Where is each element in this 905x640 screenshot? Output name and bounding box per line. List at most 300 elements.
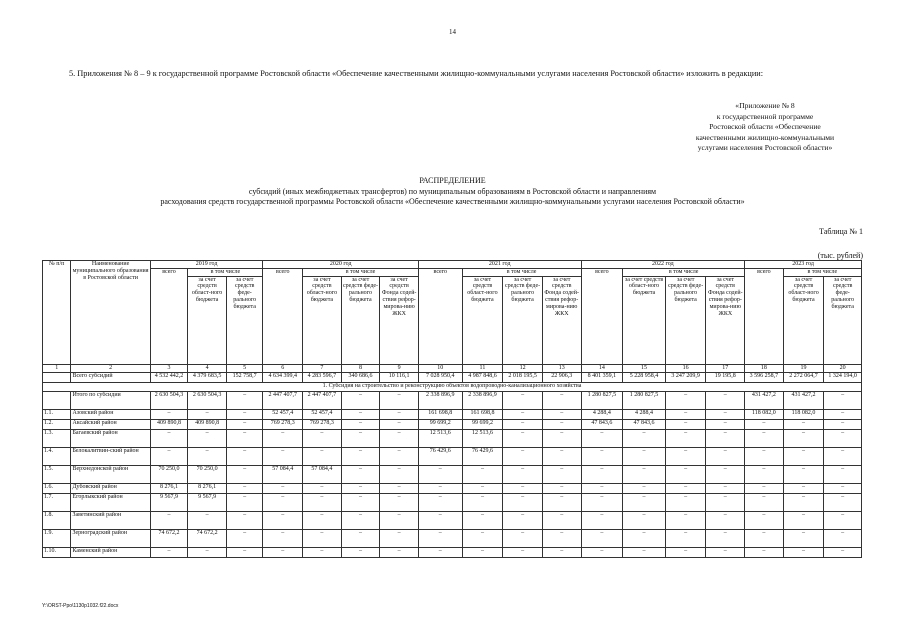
row-value: –: [824, 447, 862, 465]
row-value: –: [418, 547, 462, 557]
row-value: 118 082,0: [783, 409, 824, 419]
row-value: –: [542, 483, 581, 493]
row-value: –: [226, 429, 263, 447]
row-value: –: [226, 391, 263, 409]
table-row: [43, 372, 862, 382]
row-value: –: [150, 429, 188, 447]
row-value: –: [380, 483, 419, 493]
column-number: 4: [188, 364, 227, 372]
row-value: 70 250,0: [188, 465, 227, 483]
row-value: –: [341, 409, 380, 419]
row-value: 409 890,8: [150, 419, 188, 429]
row-value: 2 447 407,7: [263, 391, 303, 409]
row-value: 57 084,4: [303, 465, 342, 483]
row-value: –: [503, 429, 543, 447]
column-number: 7: [303, 364, 342, 372]
row-value: –: [623, 493, 666, 511]
row-value: 118 082,0: [745, 409, 784, 419]
column-number: 12: [503, 364, 543, 372]
row-name: Заветинский район: [71, 511, 150, 529]
row-value: –: [623, 483, 666, 493]
row-value: –: [303, 447, 342, 465]
row-value: –: [745, 419, 784, 429]
column-number: 20: [824, 364, 862, 372]
header-sub-fed: за счет средств феде-рального бюджета: [824, 276, 862, 364]
header-sub-obl: за счет средств област-ного бюджета: [623, 276, 666, 364]
row-value: –: [706, 429, 745, 447]
row-value: –: [303, 429, 342, 447]
row-value: –: [263, 493, 303, 511]
row-value: –: [745, 483, 784, 493]
row-value: –: [665, 465, 706, 483]
column-number: 19: [783, 364, 824, 372]
row-value: –: [542, 547, 581, 557]
row-value: 52 457,4: [263, 409, 303, 419]
row-value: 10 116,1: [380, 372, 419, 382]
table-row: [43, 419, 862, 429]
header-total: всего: [745, 268, 784, 364]
row-value: –: [150, 447, 188, 465]
row-value: –: [783, 447, 824, 465]
row-value: 2 630 504,3: [188, 391, 227, 409]
header-total: всего: [263, 268, 303, 364]
row-number: [43, 372, 71, 382]
row-value: –: [150, 547, 188, 557]
row-value: –: [824, 409, 862, 419]
heading-title: РАСПРЕДЕЛЕНИЕ: [419, 176, 486, 185]
table-row: [43, 465, 862, 483]
row-value: –: [542, 409, 581, 419]
row-value: –: [226, 547, 263, 557]
column-number: 16: [665, 364, 706, 372]
row-value: –: [824, 483, 862, 493]
row-value: –: [226, 511, 263, 529]
header-sub-obl: за счет средств област-ного бюджета: [462, 276, 503, 364]
row-value: –: [380, 547, 419, 557]
row-value: –: [303, 493, 342, 511]
row-value: 1 280 827,5: [623, 391, 666, 409]
column-number: 17: [706, 364, 745, 372]
row-value: –: [380, 429, 419, 447]
row-value: –: [418, 493, 462, 511]
header-sub-fed: за счет средств феде-рального бюджета: [226, 276, 263, 364]
row-value: 19 195,8: [706, 372, 745, 382]
header-sub-obl: за счет средств област-ного бюджета: [783, 276, 824, 364]
row-value: 76 429,6: [462, 447, 503, 465]
row-value: –: [226, 529, 263, 547]
file-path-footer: Y:\ORST-Ppo\1130p1032.f22.docx: [42, 603, 119, 609]
row-value: –: [581, 447, 623, 465]
units-label: (тыс. рублей): [817, 251, 863, 260]
row-value: –: [581, 465, 623, 483]
row-value: –: [303, 547, 342, 557]
row-value: –: [665, 547, 706, 557]
row-value: –: [581, 429, 623, 447]
row-name: Верхнедонской район: [71, 465, 150, 483]
appendix-line: к государственной программе: [716, 111, 814, 121]
row-value: –: [380, 465, 419, 483]
row-value: 161 698,8: [418, 409, 462, 419]
row-value: 5 228 958,4: [623, 372, 666, 382]
row-value: 74 672,2: [188, 529, 227, 547]
header-sub-fond: за счет средств Фонда содей-ствия рефор-мирова-нию ЖКХ: [542, 276, 581, 364]
heading-subtitle: субсидий (иных межбюджетных трансфертов) по муниципальным образованиям в Ростовской области и направлениям: [248, 186, 657, 196]
row-value: 4 987 848,6: [462, 372, 503, 382]
header-sub-fed: за счет средств феде-рального бюджета: [665, 276, 706, 364]
row-value: –: [341, 429, 380, 447]
row-value: –: [623, 529, 666, 547]
row-value: –: [665, 483, 706, 493]
row-number: [43, 391, 71, 409]
row-value: 99 699,2: [462, 419, 503, 429]
row-value: –: [263, 429, 303, 447]
row-name: Всего субсидий: [71, 372, 150, 382]
row-value: –: [581, 493, 623, 511]
header-sub-obl: за счет средств област-ного бюджета: [303, 276, 342, 364]
table-row: [43, 511, 862, 529]
column-number: 5: [226, 364, 263, 372]
row-value: 99 699,2: [418, 419, 462, 429]
row-value: 431 427,2: [745, 391, 784, 409]
row-value: 7 028 950,4: [418, 372, 462, 382]
row-value: –: [188, 511, 227, 529]
row-value: –: [745, 493, 784, 511]
row-value: –: [824, 547, 862, 557]
row-value: 2 272 064,7: [783, 372, 824, 382]
heading-subtitle: расходования средств государственной программы Ростовской области «Обеспечение качественными жилищно-коммунальными услугами населения Ростовской области»: [160, 197, 745, 206]
row-value: –: [462, 547, 503, 557]
row-value: –: [542, 429, 581, 447]
row-name: Багаевский район: [71, 429, 150, 447]
row-value: –: [226, 409, 263, 419]
row-value: –: [226, 483, 263, 493]
table-row: [43, 429, 862, 447]
row-number: 1.3.: [43, 429, 71, 447]
row-value: –: [783, 547, 824, 557]
header-year: 2022 год: [581, 261, 745, 269]
row-value: –: [503, 391, 543, 409]
column-number: 2: [71, 364, 150, 372]
row-value: –: [226, 419, 263, 429]
header-name: Наименование муниципального образования в Ростовской области: [71, 261, 150, 365]
row-value: –: [623, 465, 666, 483]
row-name: Каменский район: [71, 547, 150, 557]
header-sub-fond: за счет средств Фонда содей-ствия рефор-мирова-нию ЖКХ: [706, 276, 745, 364]
row-value: –: [665, 447, 706, 465]
row-value: 4 532 442,2: [150, 372, 188, 382]
row-value: –: [623, 429, 666, 447]
row-value: –: [150, 511, 188, 529]
row-value: 3 596 258,7: [745, 372, 784, 382]
row-value: 161 698,8: [462, 409, 503, 419]
row-number: 1.6.: [43, 483, 71, 493]
row-value: –: [783, 419, 824, 429]
row-value: –: [380, 529, 419, 547]
row-value: –: [783, 429, 824, 447]
row-value: 9 567,9: [150, 493, 188, 511]
row-value: –: [503, 511, 543, 529]
row-value: –: [581, 483, 623, 493]
row-value: –: [503, 483, 543, 493]
row-value: –: [706, 419, 745, 429]
row-value: 76 429,6: [418, 447, 462, 465]
row-number: 1.5.: [43, 465, 71, 483]
intro-paragraph: 5. Приложения № 8 – 9 к государственной программе Ростовской области «Обеспечение качественными жилищно-коммунальными услугами населения Ростовской области» изложить в редакции:: [69, 69, 764, 78]
row-name: Егорлыкский район: [71, 493, 150, 511]
row-value: –: [824, 419, 862, 429]
row-value: –: [503, 493, 543, 511]
header-year: 2020 год: [263, 261, 418, 269]
header-including: в том числе: [462, 268, 581, 276]
appendix-line: «Приложение № 8: [735, 101, 795, 110]
row-value: –: [824, 529, 862, 547]
row-value: –: [226, 447, 263, 465]
row-number: 1.8.: [43, 511, 71, 529]
row-value: 769 278,3: [303, 419, 342, 429]
column-number: 6: [263, 364, 303, 372]
row-value: –: [542, 465, 581, 483]
row-value: 4 634 399,4: [263, 372, 303, 382]
row-value: –: [188, 409, 227, 419]
row-name: Белокалитвин-ский район: [71, 447, 150, 465]
row-value: 12 513,6: [462, 429, 503, 447]
row-value: –: [263, 447, 303, 465]
row-value: –: [263, 547, 303, 557]
row-value: –: [745, 429, 784, 447]
row-value: 340 686,6: [341, 372, 380, 382]
table-row: [43, 391, 862, 409]
row-value: –: [341, 419, 380, 429]
row-value: –: [581, 529, 623, 547]
row-value: 4 379 683,5: [188, 372, 227, 382]
row-value: –: [303, 483, 342, 493]
header-sub-fed: за счет средств феде-рального бюджета: [503, 276, 543, 364]
column-number: 14: [581, 364, 623, 372]
row-value: 4 288,4: [581, 409, 623, 419]
row-value: –: [380, 493, 419, 511]
row-value: 431 427,2: [783, 391, 824, 409]
row-value: 9 567,9: [188, 493, 227, 511]
row-value: –: [503, 447, 543, 465]
row-value: –: [783, 493, 824, 511]
row-value: 1 280 827,5: [581, 391, 623, 409]
row-number: 1.1.: [43, 409, 71, 419]
row-value: –: [542, 493, 581, 511]
row-value: –: [665, 511, 706, 529]
row-value: 1 324 194,0: [824, 372, 862, 382]
column-number: 10: [418, 364, 462, 372]
row-value: 8 401 359,1: [581, 372, 623, 382]
row-value: –: [188, 447, 227, 465]
row-value: –: [263, 511, 303, 529]
header-including: в том числе: [783, 268, 861, 276]
row-value: 2 338 896,9: [462, 391, 503, 409]
row-value: –: [380, 511, 419, 529]
appendix-caption: [655, 101, 875, 154]
row-value: 2 447 407,7: [303, 391, 342, 409]
row-value: –: [188, 547, 227, 557]
row-name: Дубовский район: [71, 483, 150, 493]
row-value: –: [665, 429, 706, 447]
row-value: –: [341, 447, 380, 465]
row-value: –: [503, 547, 543, 557]
header-year: 2021 год: [418, 261, 581, 269]
row-value: –: [824, 493, 862, 511]
row-number: 1.10.: [43, 547, 71, 557]
row-value: –: [462, 465, 503, 483]
row-value: –: [783, 511, 824, 529]
row-value: –: [665, 493, 706, 511]
row-value: 2 018 195,5: [503, 372, 543, 382]
row-value: –: [665, 529, 706, 547]
header-year: 2019 год: [150, 261, 263, 269]
row-value: –: [665, 391, 706, 409]
row-value: –: [462, 511, 503, 529]
row-value: –: [341, 511, 380, 529]
row-value: –: [303, 511, 342, 529]
row-value: –: [824, 391, 862, 409]
row-value: –: [706, 483, 745, 493]
row-value: –: [542, 529, 581, 547]
row-value: –: [783, 465, 824, 483]
row-number: 1.9.: [43, 529, 71, 547]
row-name: Итого по субсидии: [71, 391, 150, 409]
row-value: –: [581, 547, 623, 557]
row-number: 1.7.: [43, 493, 71, 511]
row-value: 74 672,2: [150, 529, 188, 547]
row-value: –: [824, 465, 862, 483]
column-number: 11: [462, 364, 503, 372]
row-value: –: [263, 483, 303, 493]
column-number: 18: [745, 364, 784, 372]
column-number: 1: [43, 364, 71, 372]
table-row: [43, 409, 862, 419]
row-value: 52 457,4: [303, 409, 342, 419]
row-value: –: [462, 529, 503, 547]
header-including: в том числе: [303, 268, 419, 276]
row-value: 8 276,1: [150, 483, 188, 493]
column-number: 3: [150, 364, 188, 372]
header-total: всего: [418, 268, 462, 364]
row-value: –: [783, 529, 824, 547]
header-including: в том числе: [188, 268, 263, 276]
row-value: –: [824, 511, 862, 529]
row-value: –: [150, 409, 188, 419]
row-value: 47 843,6: [623, 419, 666, 429]
row-value: –: [418, 511, 462, 529]
row-value: –: [418, 529, 462, 547]
table-row: [43, 483, 862, 493]
row-number: 1.2.: [43, 419, 71, 429]
table-number: Таблица № 1: [819, 227, 863, 236]
row-value: –: [623, 547, 666, 557]
row-name: Аксайский район: [71, 419, 150, 429]
row-value: –: [418, 465, 462, 483]
subsidy-table: [42, 260, 862, 558]
appendix-line: услугами населения Ростовской области»: [697, 143, 833, 152]
row-value: –: [503, 465, 543, 483]
row-value: 57 084,4: [263, 465, 303, 483]
row-value: –: [706, 529, 745, 547]
row-value: 70 250,0: [150, 465, 188, 483]
appendix-line: качественными жилищно-коммунальными: [695, 132, 835, 142]
row-number: 1.4.: [43, 447, 71, 465]
table-row: [43, 529, 862, 547]
row-value: –: [380, 419, 419, 429]
table-row: [43, 493, 862, 511]
document-heading: [0, 176, 905, 208]
row-value: 4 283 596,7: [303, 372, 342, 382]
row-value: –: [188, 429, 227, 447]
row-value: –: [706, 465, 745, 483]
row-value: 769 278,3: [263, 419, 303, 429]
row-value: –: [542, 419, 581, 429]
row-value: –: [706, 511, 745, 529]
row-value: –: [263, 529, 303, 547]
row-value: –: [783, 483, 824, 493]
row-value: –: [542, 447, 581, 465]
header-no: № п/п: [43, 261, 71, 365]
page-number: 14: [449, 28, 456, 36]
row-value: –: [623, 447, 666, 465]
row-value: –: [542, 511, 581, 529]
header-sub-fed: за счет средств феде-рального бюджета: [341, 276, 380, 364]
row-value: –: [706, 547, 745, 557]
row-value: –: [380, 447, 419, 465]
row-value: –: [503, 419, 543, 429]
row-value: –: [226, 493, 263, 511]
row-value: –: [824, 429, 862, 447]
row-value: –: [745, 547, 784, 557]
row-value: –: [503, 409, 543, 419]
row-value: 4 288,4: [623, 409, 666, 419]
row-value: –: [380, 409, 419, 419]
row-value: 2 630 504,3: [150, 391, 188, 409]
row-value: 152 758,7: [226, 372, 263, 382]
section-heading: 1. Субсидия на строительство и реконструкцию объектов водопроводно-канализационного хозяйства: [43, 382, 862, 391]
header-year: 2023 год: [745, 261, 862, 269]
row-value: –: [341, 483, 380, 493]
row-value: 12 513,6: [418, 429, 462, 447]
row-value: 47 843,6: [581, 419, 623, 429]
row-value: –: [745, 465, 784, 483]
header-sub-fond: за счет средств Фонда содей-ствия рефор-мирова-нию ЖКХ: [380, 276, 419, 364]
row-name: Азовский район: [71, 409, 150, 419]
table-row: [43, 547, 862, 557]
column-number: 13: [542, 364, 581, 372]
column-number: 8: [341, 364, 380, 372]
row-value: –: [745, 447, 784, 465]
column-number: 15: [623, 364, 666, 372]
row-value: –: [462, 493, 503, 511]
row-value: –: [745, 511, 784, 529]
header-total: всего: [581, 268, 623, 364]
header-total: всего: [150, 268, 188, 364]
row-value: –: [665, 419, 706, 429]
row-value: –: [706, 409, 745, 419]
row-value: –: [462, 483, 503, 493]
header-sub-obl: за счет средств област-ного бюджета: [188, 276, 227, 364]
row-value: 8 276,1: [188, 483, 227, 493]
row-value: –: [706, 447, 745, 465]
row-value: –: [745, 529, 784, 547]
row-value: –: [542, 391, 581, 409]
row-name: Зерноградский район: [71, 529, 150, 547]
row-value: 22 906,3: [542, 372, 581, 382]
row-value: –: [503, 529, 543, 547]
appendix-line: Ростовской области «Обеспечение: [709, 122, 821, 131]
header-including: в том числе: [623, 268, 745, 276]
